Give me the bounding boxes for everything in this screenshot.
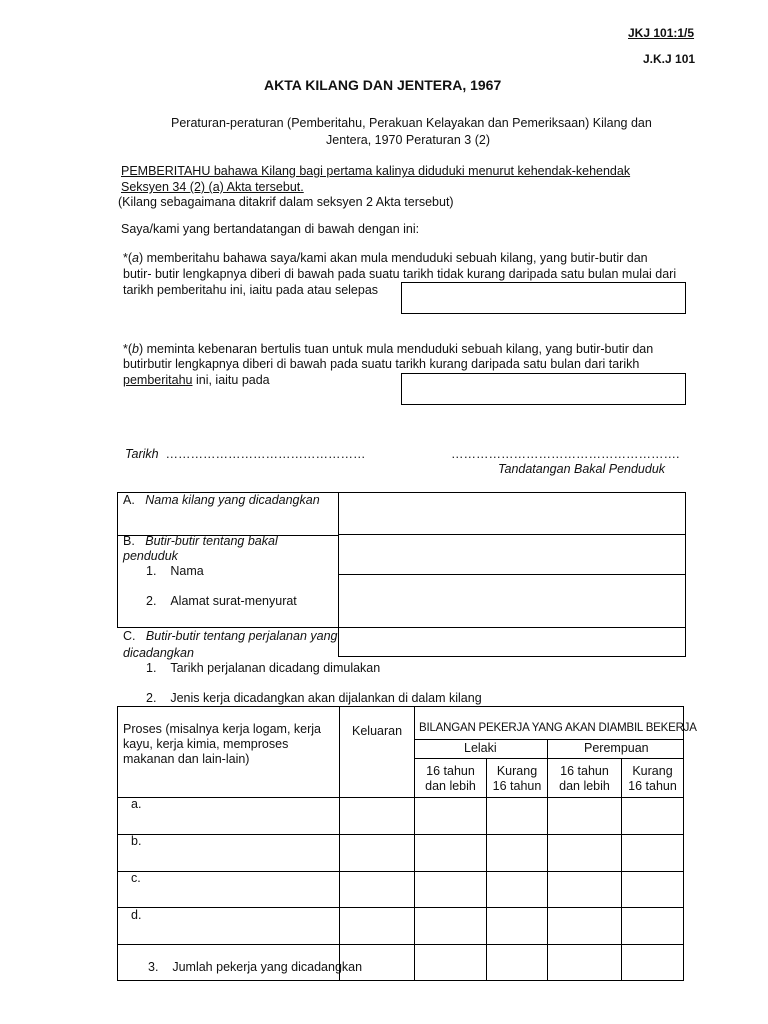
notice-line-2: Seksyen 34 (2) (a) Akta tersebut. [121, 180, 304, 194]
signature-label: Tandatangan Bakal Penduduk [498, 462, 666, 476]
option-b-date-field[interactable] [401, 373, 686, 405]
section-c-label-cont: dicadangkan [123, 646, 194, 660]
output-header: Keluaran [352, 724, 403, 738]
section-c-item-2: 2. Jenis kerja dicadangkan akan dijalankan di dalam kilang [146, 691, 482, 705]
section-b-item-1: 1. Nama [146, 564, 204, 578]
divider [414, 707, 415, 980]
undersigned-statement: Saya/kami yang bertandatangan di bawah dengan ini: [121, 222, 420, 236]
option-b-line-3: pemberitahu ini, iaitu pada [123, 373, 270, 387]
divider [117, 534, 118, 627]
divider [118, 907, 683, 908]
divider [339, 707, 340, 980]
male-16-plus-header: 16 tahun dan lebih [425, 764, 476, 793]
notice-line-1: PEMBERITAHU bahawa Kilang bagi pertama kalinya diduduki menurut kehendak-kehendak [121, 164, 631, 178]
subtitle-line-2: Jentera, 1970 Peraturan 3 (2) [326, 133, 490, 147]
process-header-line-1: Proses (misalnya kerja logam, kerja [123, 722, 321, 736]
option-a-date-field[interactable] [401, 282, 686, 314]
male-under-16-header: Kurang 16 tahun [492, 764, 542, 793]
table-row-label: d. [131, 908, 142, 922]
divider [117, 627, 338, 628]
option-a-line-1: *(a) memberitahu bahawa saya/kami akan mula menduduki sebuah kilang, yang butir-butir dan [123, 251, 648, 265]
section-b-item-2: 2. Alamat surat-menyurat [146, 594, 297, 608]
female-16-plus-header: 16 tahun dan lebih [559, 764, 610, 793]
divider [118, 797, 683, 798]
divider [414, 739, 683, 740]
mailing-address-field[interactable] [338, 574, 686, 629]
process-header-line-3: makanan dan lain-lain) [123, 752, 250, 766]
option-a-line-3: tarikh pemberitahu ini, iaitu pada atau selepas [123, 283, 379, 297]
operation-field[interactable] [338, 627, 686, 657]
total-workers-label: 3. Jumlah pekerja yang dicadangkan [148, 960, 363, 974]
option-a-line-2: butir- butir lengkapnya diberi di bawah pada suatu tarikh tidak kurang daripada satu bulan mulai dari [123, 267, 677, 281]
divider [414, 758, 683, 759]
section-a-label: A. Nama kilang yang dicadangkan [123, 493, 320, 507]
table-row-label: c. [131, 871, 141, 885]
form-code: JKJ 101:1/5 [628, 26, 695, 40]
notice-line-3: (Kilang sebagaimana ditakrif dalam seksyen 2 Akta tersebut) [118, 195, 454, 209]
divider [118, 944, 683, 945]
divider [118, 834, 683, 835]
occupier-name-field[interactable] [338, 534, 686, 576]
female-under-16-header: Kurang 16 tahun [628, 764, 677, 793]
date-line: Tarikh ………………………………………… [125, 447, 366, 461]
divider [118, 871, 683, 872]
option-b-line-2: butirbutir lengkapnya diberi di bawah pada suatu tarikh kurang daripada satu bulan dari tarikh [123, 357, 640, 371]
section-c-item-1: 1. Tarikh perjalanan dicadang dimulakan [146, 661, 381, 675]
factory-name-field[interactable] [338, 492, 686, 536]
process-header-line-2: kayu, kerja kimia, memproses [123, 737, 289, 751]
form-code-short: J.K.J 101 [643, 52, 696, 66]
section-c-label: C. Butir-butir tentang perjalanan yang [123, 629, 338, 643]
workers-header: BILANGAN PEKERJA YANG AKAN DIAMBIL BEKERJA [419, 722, 697, 734]
female-header: Perempuan [584, 741, 649, 755]
signature-dots: ………………………………………………. [451, 447, 680, 461]
page-title: AKTA KILANG DAN JENTERA, 1967 [264, 77, 502, 93]
table-row-label: a. [131, 797, 142, 811]
male-header: Lelaki [464, 741, 497, 755]
option-b-line-1: *(b) meminta kebenaran bertulis tuan untuk mula menduduki sebuah kilang, yang butir-butir dan [123, 342, 654, 356]
table-row-label: b. [131, 834, 142, 848]
subtitle-line-1: Peraturan-peraturan (Pemberitahu, Perakuan Kelayakan dan Pemeriksaan) Kilang dan [171, 116, 652, 130]
section-b-label-cont: penduduk [123, 549, 178, 563]
section-b-label: B. Butir-butir tentang bakal [123, 534, 278, 548]
workers-table [117, 706, 697, 981]
